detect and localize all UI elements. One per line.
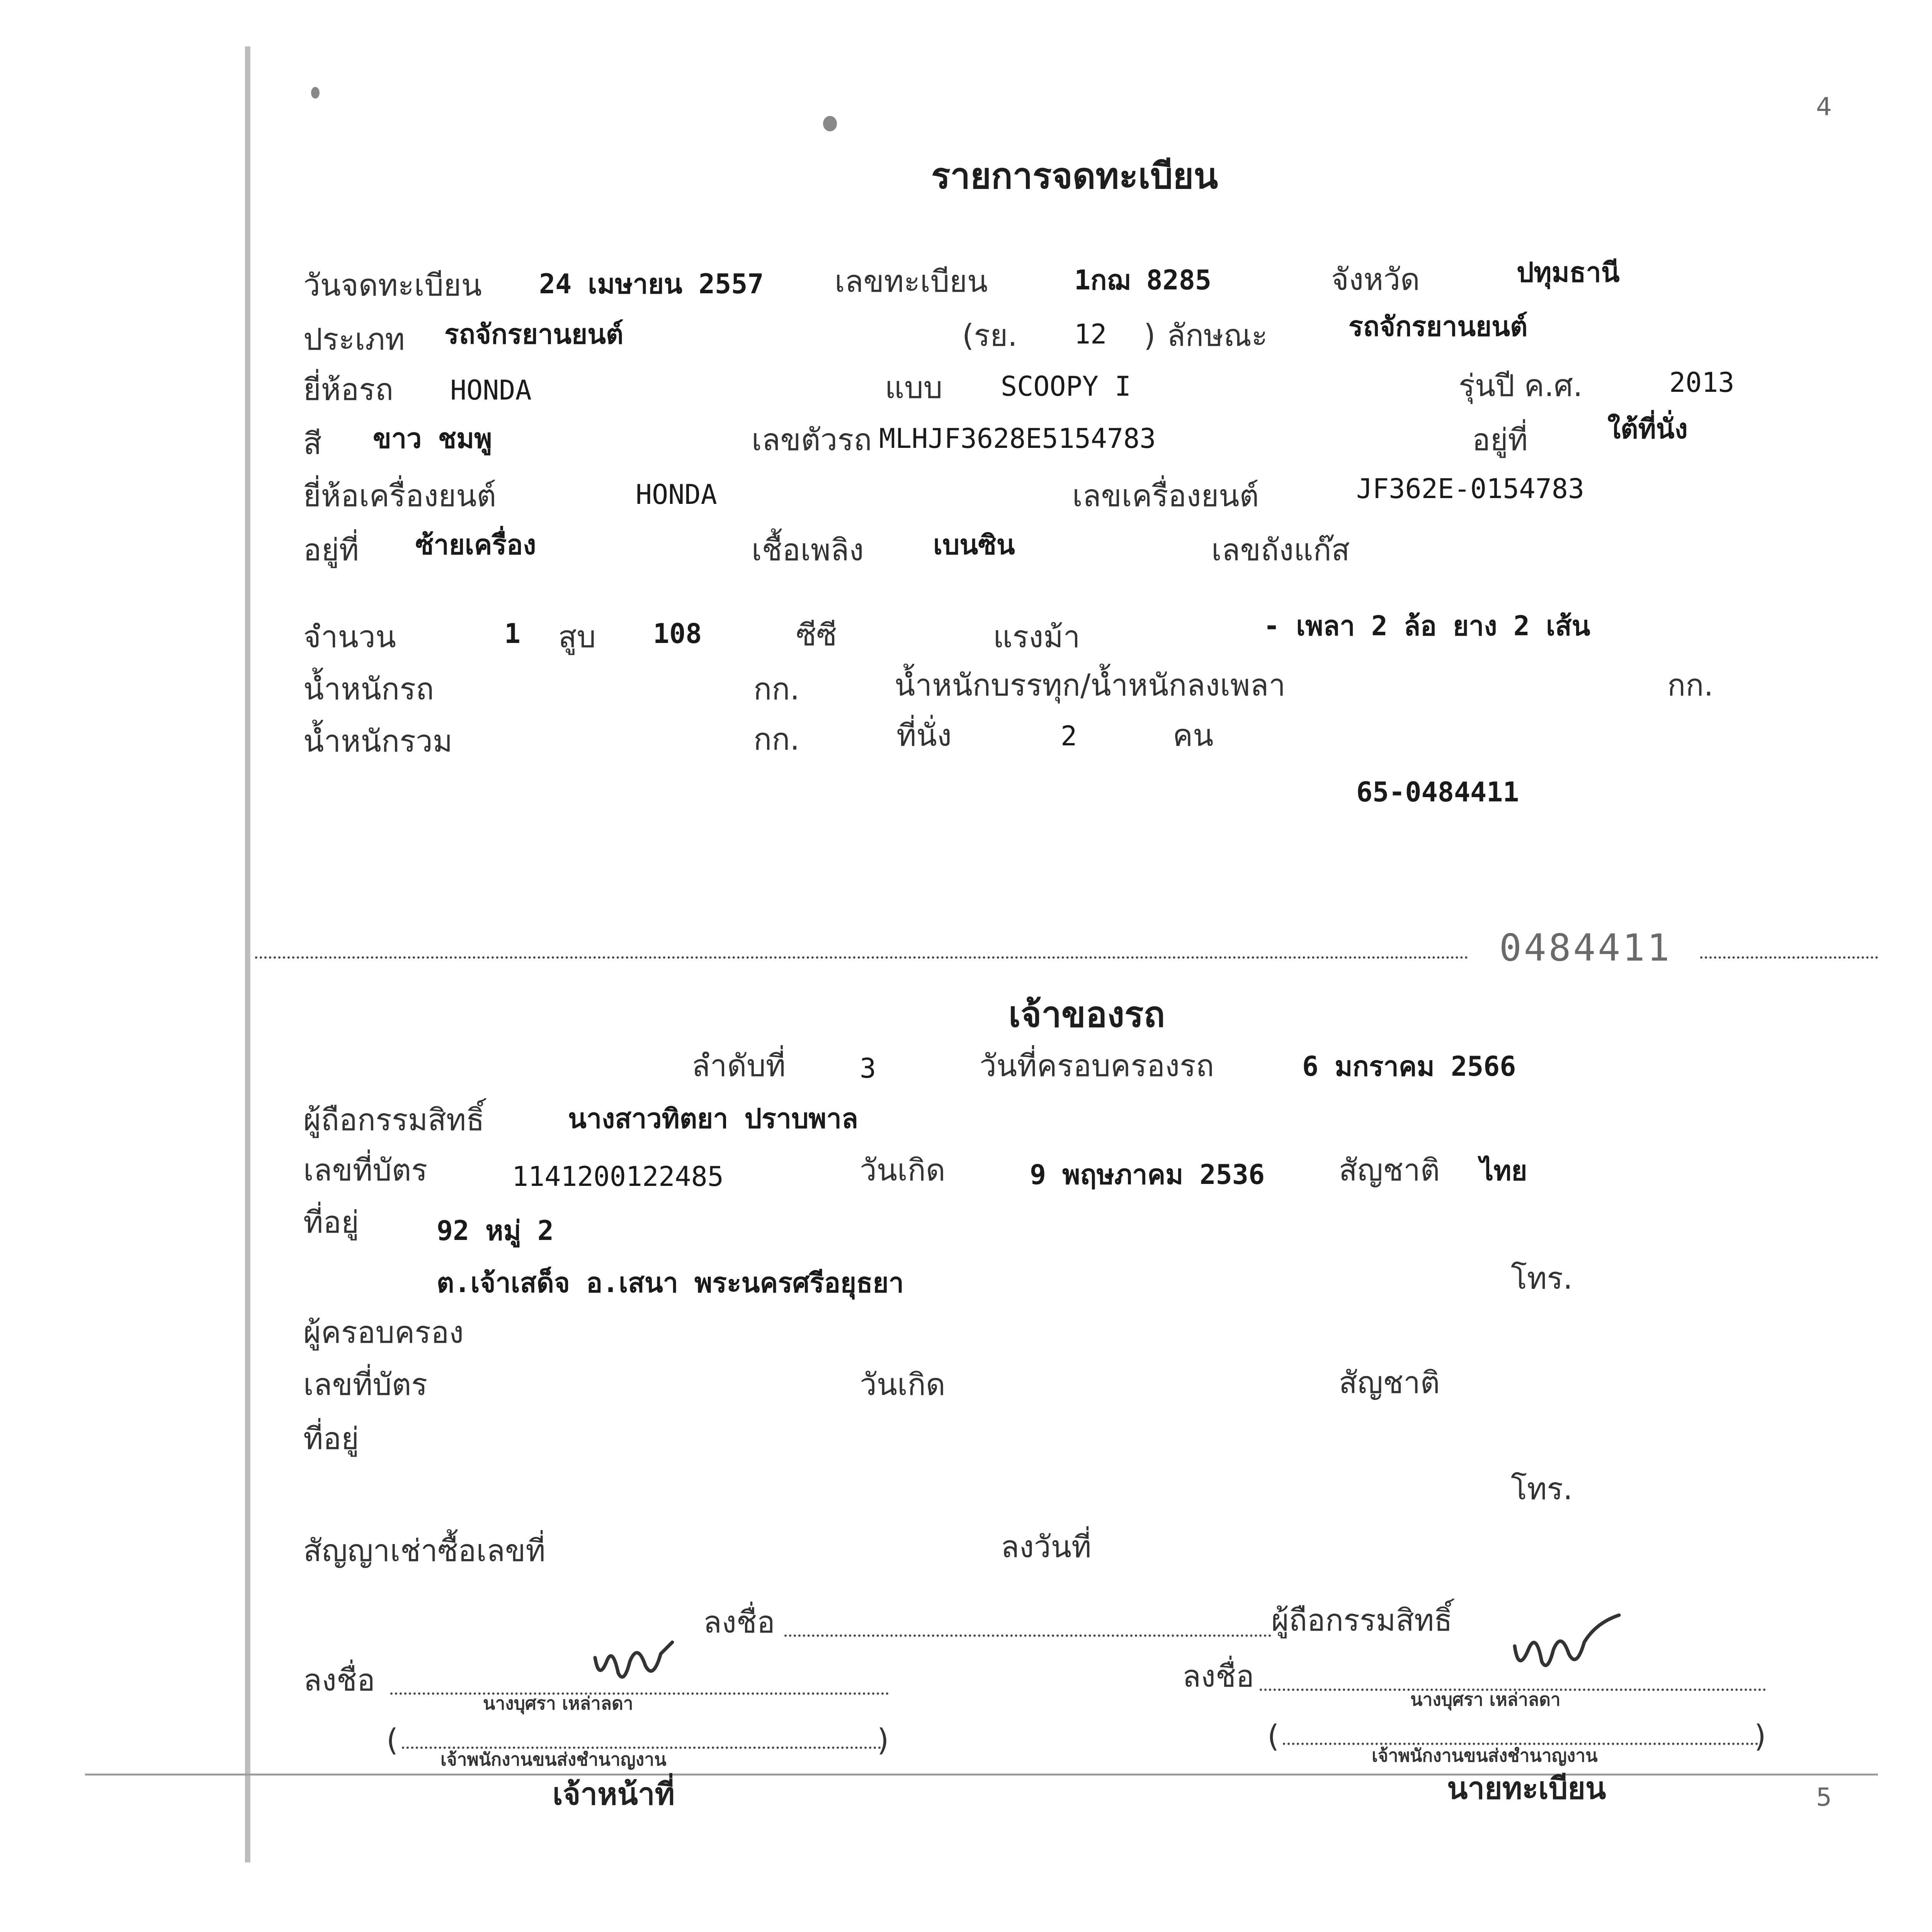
- left-signer-name: นางบุศรา เหล่าลดา: [483, 1693, 633, 1714]
- right-sign-label: ลงชื่อ: [1182, 1659, 1254, 1694]
- center-sign-role: ผู้ถือกรรมสิทธิ์: [1271, 1603, 1452, 1638]
- chassis-label: เลขตัวรถ: [752, 423, 872, 457]
- possessor-dob-label: วันเกิด: [860, 1367, 946, 1402]
- lease-contract-label: สัญญาเช่าซื้อเลขที่: [303, 1534, 546, 1568]
- seats-label: ที่นั่ง: [896, 718, 952, 753]
- fuel-label: เชื้อเพลิง: [752, 533, 864, 568]
- ry-value: 12: [1074, 318, 1107, 350]
- brand-label: ยี่ห้อรถ: [303, 372, 394, 407]
- brand-value: HONDA: [450, 374, 532, 406]
- address-label: ที่อยู่: [303, 1205, 359, 1240]
- center-sign-label: ลงชื่อ: [703, 1605, 775, 1640]
- scan-horizontal-rule: [85, 1774, 1878, 1776]
- scan-speck: [823, 116, 837, 131]
- ry-close-label: ): [1144, 318, 1156, 353]
- left-sign-line: [390, 1692, 889, 1695]
- owner-name: นางสาวทิตยา ปราบพาล: [568, 1103, 858, 1134]
- total-weight-label: น้ำหนักรวม: [303, 724, 453, 759]
- hp-label: แรงม้า: [993, 620, 1080, 655]
- address-line1: 92 หมู่ 2: [437, 1215, 554, 1247]
- load-unit: กก.: [1667, 668, 1714, 703]
- chassis-value: MLHJF3628E5154783: [879, 423, 1156, 454]
- scan-speck: [311, 87, 320, 99]
- possessor-nationality-label: สัญชาติ: [1339, 1366, 1440, 1400]
- engine-brand-value: HONDA: [636, 479, 717, 510]
- page-number-bottom: 5: [1816, 1783, 1832, 1812]
- possessor-label: ผู้ครอบครอง: [303, 1315, 464, 1350]
- engine-brand-label: ยี่ห้อเครื่องยนต์: [303, 479, 497, 514]
- perforation-line-end: [1700, 956, 1878, 959]
- right-signer-role: นายทะเบียน: [1447, 1771, 1606, 1806]
- possessor-phone-label: โทร.: [1511, 1472, 1573, 1507]
- perforation-number: 0484411: [1499, 926, 1672, 969]
- model-value: SCOOPY I: [1001, 371, 1131, 402]
- axle-value: - เพลา 2 ล้อ ยาง 2 เส้น: [1264, 610, 1590, 642]
- left-sign-label: ลงชื่อ: [303, 1663, 375, 1698]
- chassis-loc-label: อยู่ที่: [1472, 423, 1528, 457]
- style-label: ลักษณะ: [1167, 318, 1268, 353]
- cylinder-label: จำนวน: [303, 620, 396, 655]
- center-sign-line: [784, 1634, 1271, 1637]
- type-value: รถจักรยานยนต์: [444, 318, 624, 350]
- seats-value: 2: [1061, 720, 1077, 752]
- province-value: ปทุมธานี: [1517, 257, 1620, 288]
- province-label: จังหวัด: [1331, 262, 1420, 297]
- id-label: เลขที่บัตร: [303, 1153, 428, 1188]
- plate-label: เลขทะเบียน: [835, 264, 988, 299]
- year-label: รุ่นปี ค.ศ.: [1459, 369, 1583, 403]
- address-line2: ต.เจ้าเสด็จ อ.เสนา พระนครศรีอยุธยา: [437, 1267, 904, 1299]
- load-label: น้ำหนักบรรทุก/น้ำหนักลงเพลา: [895, 668, 1286, 703]
- possessor-address-label: ที่อยู่: [303, 1422, 359, 1456]
- owner-section-title: เจ้าของรถ: [1009, 994, 1165, 1035]
- engine-loc-label: อยู่ที่: [303, 533, 359, 568]
- reg-date-value: 24 เมษายน 2557: [539, 268, 764, 300]
- nationality-label: สัญชาติ: [1339, 1153, 1440, 1188]
- weight-unit: กก.: [753, 672, 800, 707]
- page-number-top: 4: [1816, 93, 1832, 121]
- possessor-id-label: เลขที่บัตร: [303, 1367, 428, 1402]
- right-signature-mark: [1507, 1611, 1623, 1681]
- scan-left-edge: [245, 46, 250, 1862]
- plate-value: 1กฌ 8285: [1074, 264, 1212, 296]
- year-value: 2013: [1669, 367, 1735, 398]
- order-value: 3: [860, 1053, 876, 1084]
- chassis-loc-value: ใต้ที่นั่ง: [1607, 413, 1688, 445]
- cylinder-unit: สูบ: [558, 620, 596, 655]
- left-signer-position: เจ้าพนักงานขนส่งชำนาญงาน: [440, 1749, 667, 1770]
- engine-loc-value: ซ้ายเครื่อง: [415, 529, 536, 561]
- seats-unit: คน: [1173, 718, 1214, 753]
- right-paren-close: ): [1754, 1719, 1766, 1754]
- cylinder-count: 1: [504, 618, 521, 650]
- perforation-line: [255, 956, 1468, 959]
- left-paren-open: (: [386, 1723, 398, 1758]
- dob-label: วันเกิด: [860, 1153, 946, 1188]
- document-number: 65-0484411: [1356, 776, 1519, 808]
- cc-unit: ซีซี: [796, 618, 837, 653]
- weight-label: น้ำหนักรถ: [303, 672, 434, 707]
- possess-date-value: 6 มกราคม 2566: [1302, 1051, 1516, 1082]
- dob-value: 9 พฤษภาคม 2536: [1030, 1159, 1265, 1190]
- left-signature-mark: [591, 1634, 676, 1689]
- right-paren-open: (: [1267, 1719, 1279, 1754]
- type-label: ประเภท: [303, 322, 405, 357]
- reg-date-label: วันจดทะเบียน: [303, 268, 482, 303]
- style-value: รถจักรยานยนต์: [1349, 311, 1528, 342]
- left-signer-role: เจ้าหน้าที่: [553, 1777, 675, 1812]
- order-label: ลำดับที่: [692, 1049, 786, 1083]
- engine-no-value: JF362E-0154783: [1356, 473, 1585, 505]
- possess-date-label: วันที่ครอบครองรถ: [980, 1049, 1214, 1083]
- sign-date-label: ลงวันที่: [1001, 1530, 1092, 1565]
- color-value: ขาว ชมพู: [373, 423, 492, 454]
- id-value: 1141200122485: [512, 1161, 724, 1192]
- model-label: แบบ: [885, 371, 943, 405]
- right-signer-name: นางบุศรา เหล่าลดา: [1410, 1689, 1561, 1710]
- nationality-value: ไทย: [1480, 1155, 1527, 1187]
- right-signer-position: เจ้าพนักงานขนส่งชำนาญงาน: [1372, 1745, 1598, 1766]
- cc-value: 108: [653, 618, 702, 650]
- total-weight-unit: กก.: [753, 722, 800, 757]
- engine-no-label: เลขเครื่องยนต์: [1072, 479, 1259, 514]
- ry-open-label: (รย.: [962, 318, 1017, 353]
- gas-tank-label: เลขถังแก๊ส: [1211, 533, 1350, 568]
- owner-label: ผู้ถือกรรมสิทธิ์: [303, 1103, 485, 1138]
- left-paren-close: ): [877, 1723, 889, 1758]
- color-label: สี: [303, 427, 322, 461]
- phone-label: โทร.: [1511, 1261, 1573, 1296]
- fuel-value: เบนซิน: [933, 529, 1015, 561]
- registration-title: รายการจดทะเบียน: [931, 155, 1218, 197]
